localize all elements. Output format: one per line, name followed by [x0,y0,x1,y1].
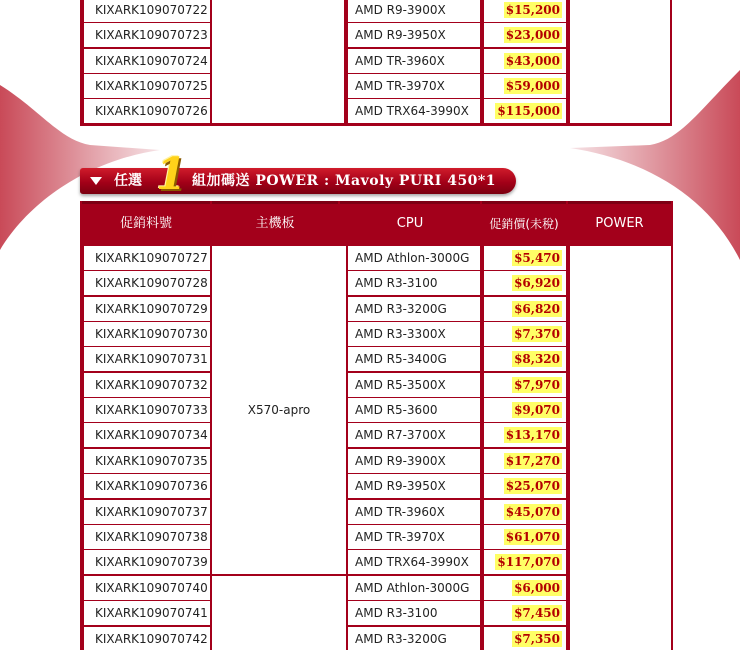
price-value: $17,270 [505,453,560,468]
price-value: $7,450 [514,606,560,621]
row-price [484,576,566,600]
row-code: KIXARK109070724 [84,49,210,73]
price-value: $7,970 [514,377,560,392]
price-value: $43,000 [505,53,560,68]
row-code: KIXARK109070723 [84,23,210,47]
row-price [484,246,566,270]
row-price [484,23,566,47]
row-price [484,322,566,346]
row-cpu: AMD R5-3600 [348,398,480,422]
row-price [484,627,566,651]
row-code: KIXARK109070735 [84,449,210,473]
row-price [484,74,566,98]
row-price [484,474,566,498]
price-value: $61,070 [505,529,560,544]
row-cpu: AMD TRX64-3990X [348,99,480,123]
price-value: $6,000 [514,581,560,595]
row-cpu: AMD R3-3100 [348,601,480,625]
price-value: $9,070 [514,403,560,418]
row-code: KIXARK109070729 [84,297,210,321]
price-value: $6,920 [514,276,560,291]
row-price [484,601,566,625]
price-value: $15,200 [505,3,560,17]
top-motherboard-cell [212,0,344,123]
row-code: KIXARK109070734 [84,423,210,447]
row-price [484,525,566,549]
row-cpu: AMD R7-3700X [348,423,480,447]
row-cpu: AMD R5-3500X [348,373,480,397]
price-value: $115,000 [497,104,560,119]
row-cpu: AMD TR-3970X [348,525,480,549]
header-motherboard: 主機板 [212,201,338,241]
row-code: KIXARK109070733 [84,398,210,422]
group2-motherboard [212,576,346,650]
row-cpu: AMD R3-3300X [348,322,480,346]
row-price [484,373,566,397]
header-power: POWER [568,201,671,241]
group1-motherboard-label: X570-apro [247,403,311,417]
row-cpu: AMD TR-3970X [348,74,480,98]
top-power-cell [570,0,670,123]
price-value: $13,170 [505,428,560,443]
row-price [484,398,566,422]
row-price [484,423,566,447]
row-price [484,99,566,123]
row-code: KIXARK109070731 [84,347,210,371]
row-code: KIXARK109070741 [84,601,210,625]
price-value: $6,820 [514,301,560,316]
row-cpu: AMD R3-3200G [348,297,480,321]
banner-number: 1 [156,149,187,200]
row-code: KIXARK109070728 [84,271,210,295]
row-cpu: AMD TR-3960X [348,500,480,524]
row-code: KIXARK109070725 [84,74,210,98]
row-cpu: AMD R9-3900X [348,449,480,473]
promo-banner [80,149,516,200]
row-cpu: AMD TR-3960X [348,49,480,73]
row-code: KIXARK109070730 [84,322,210,346]
row-code: KIXARK109070740 [84,576,210,600]
row-cpu: AMD R9-3950X [348,474,480,498]
row-code: KIXARK109070722 [84,0,210,22]
price-value: $59,000 [505,78,560,93]
row-cpu: AMD R3-3200G [348,627,480,651]
row-code: KIXARK109070727 [84,246,210,270]
price-value: $25,070 [505,479,560,494]
row-price [484,49,566,73]
row-cpu: AMD R9-3950X [348,23,480,47]
price-value: $8,320 [514,352,560,367]
row-price [484,297,566,321]
row-code: KIXARK109070737 [84,500,210,524]
row-price [484,449,566,473]
row-price [484,0,566,22]
header-code: 促銷料號 [82,201,210,241]
row-price [484,500,566,524]
row-cpu: AMD R5-3400G [348,347,480,371]
price-value: $23,000 [505,28,560,43]
row-code: KIXARK109070739 [84,550,210,574]
group1-motherboard [212,246,346,574]
power-cell [570,246,671,650]
price-value: $7,350 [514,631,560,646]
triangle-down-icon [90,177,102,185]
row-cpu: AMD Athlon-3000G [348,246,480,270]
price-value: $117,070 [497,555,560,570]
row-code: KIXARK109070732 [84,373,210,397]
row-cpu: AMD R9-3900X [348,0,480,22]
row-price [484,550,566,574]
price-value: $5,470 [514,251,560,265]
header-cpu: CPU [340,201,480,241]
price-value: $45,070 [505,504,560,519]
row-code: KIXARK109070738 [84,525,210,549]
row-price [484,271,566,295]
row-cpu: AMD Athlon-3000G [348,576,480,600]
row-code: KIXARK109070736 [84,474,210,498]
price-value: $7,370 [514,327,560,342]
row-cpu: AMD R3-3100 [348,271,480,295]
row-code: KIXARK109070726 [84,99,210,123]
banner-suffix: 組加碼送 POWER : Mavoly PURI 450*1 [192,173,496,189]
row-price [484,347,566,371]
header-price: 促銷價(未稅) [482,201,566,241]
row-code: KIXARK109070742 [84,627,210,651]
banner-prefix: 任選 [114,173,142,189]
row-cpu: AMD TRX64-3990X [348,550,480,574]
